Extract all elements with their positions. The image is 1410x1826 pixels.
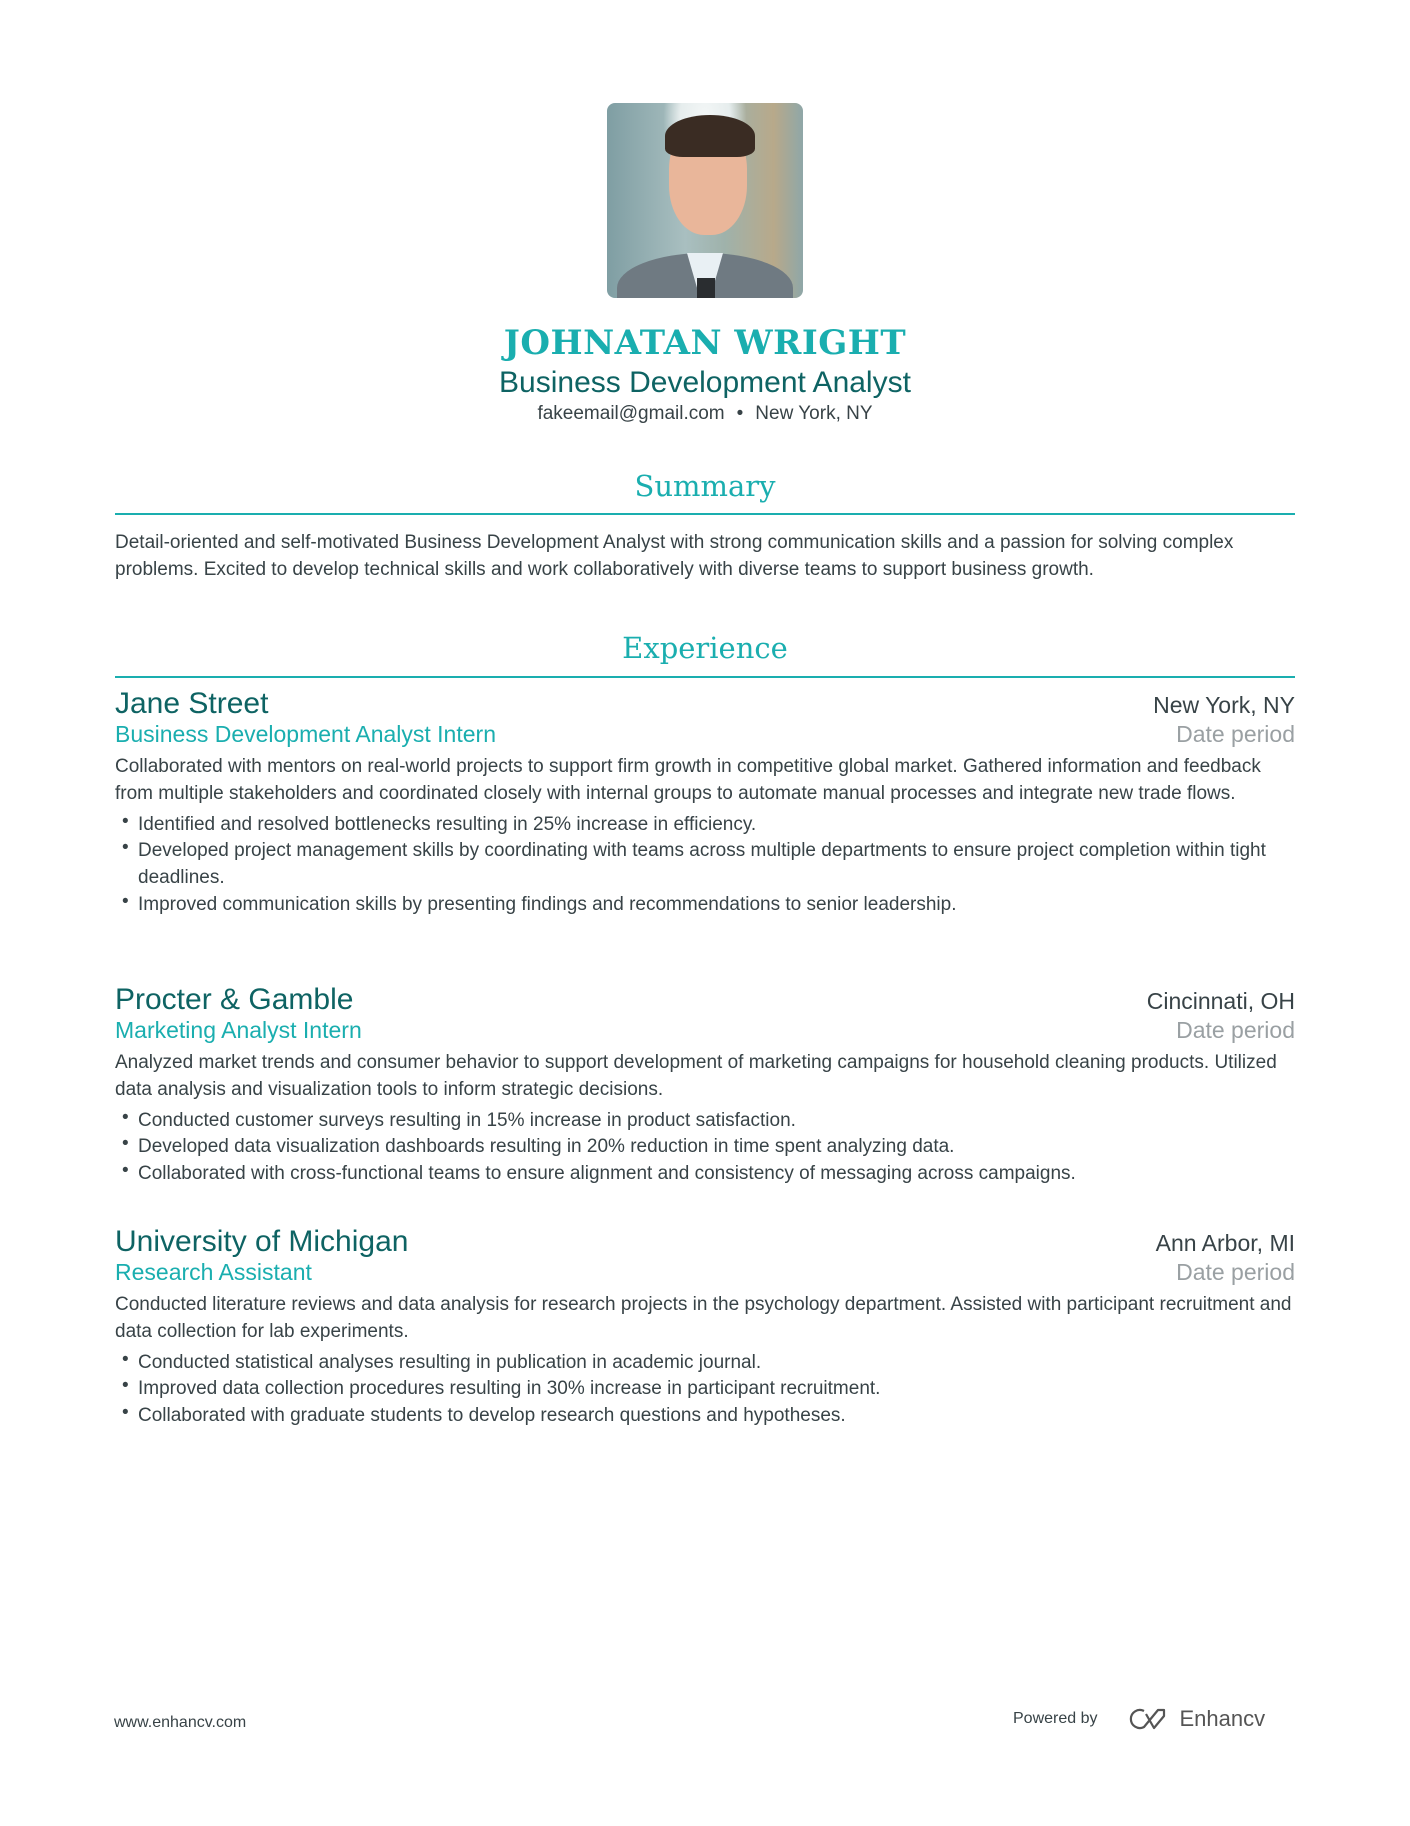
entry-description: Collaborated with mentors on real-world projects to support firm growth in competitive global market. Gathered information and feedback from multiple stakeholders and coordinated closely with internal groups to automate manual processes and integrate new trade flows. bbox=[115, 756, 1261, 804]
experience-entry bbox=[115, 1225, 1295, 1430]
entry-description: Conducted literature reviews and data analysis for research projects in the psychology department. Assisted with participant recruitment and data collection for lab experiments. bbox=[115, 1294, 1292, 1342]
company-name: University of Michigan bbox=[115, 1225, 409, 1258]
experience-heading: Experience bbox=[622, 631, 788, 665]
job-role: Marketing Analyst Intern bbox=[115, 1017, 362, 1043]
summary-divider bbox=[115, 513, 1295, 515]
summary-heading: Summary bbox=[634, 469, 776, 503]
experience-entry bbox=[115, 983, 1295, 1188]
profile-photo bbox=[607, 103, 803, 298]
email[interactable]: fakeemail@gmail.com bbox=[537, 403, 725, 424]
experience-entry bbox=[115, 687, 1295, 919]
enhancv-logo-icon bbox=[1124, 1706, 1170, 1732]
job-role: Business Development Analyst Intern bbox=[115, 721, 496, 747]
date-period: Date period bbox=[1176, 721, 1295, 747]
company-name: Procter & Gamble bbox=[115, 983, 354, 1016]
list-item: • Improved data collection procedures resulting in 30% increase in participant recruitment. bbox=[122, 1375, 881, 1400]
entry-location: Cincinnati, OH bbox=[1146, 988, 1295, 1014]
powered-by bbox=[1013, 1706, 1265, 1732]
achievement-list bbox=[115, 1108, 1295, 1188]
list-item: • Conducted customer surveys resulting in 15% increase in product satisfaction. bbox=[122, 1106, 796, 1131]
list-item: • Improved communication skills by presenting findings and recommendations to senior leadership. bbox=[122, 890, 957, 915]
company-name: Jane Street bbox=[115, 687, 269, 720]
job-role: Research Assistant bbox=[115, 1259, 312, 1285]
list-item: • Conducted statistical analyses resulting in publication in academic journal. bbox=[122, 1348, 762, 1373]
enhancv-logo[interactable] bbox=[1124, 1706, 1266, 1732]
entry-location: Ann Arbor, MI bbox=[1155, 1230, 1295, 1256]
entry-description: Analyzed market trends and consumer behavior to support development of marketing campaigns for household cleaning products. Utilized data analysis and visualization tools to inform strategic decisions. bbox=[115, 1052, 1277, 1100]
date-period: Date period bbox=[1176, 1017, 1295, 1043]
achievement-list bbox=[115, 812, 1295, 919]
summary-text: Detail-oriented and self-motivated Business Development Analyst with strong communication skills and a passion for solving complex problems. Excited to develop technical skills and work collaboratively with diverse teams to support business growth. bbox=[115, 532, 1234, 580]
candidate-title: Business Development Analyst bbox=[499, 366, 911, 399]
date-period: Date period bbox=[1176, 1259, 1295, 1285]
experience-divider bbox=[115, 676, 1295, 678]
brand-name: Enhancv bbox=[1179, 1706, 1266, 1731]
list-item: • Identified and resolved bottlenecks resulting in 25% increase in efficiency. bbox=[122, 810, 757, 835]
achievement-list bbox=[115, 1350, 1295, 1430]
list-item: • Collaborated with cross-functional teams to ensure alignment and consistency of messaging across campaigns. bbox=[122, 1160, 1076, 1185]
entry-location: New York, NY bbox=[1153, 692, 1295, 718]
list-item: • Collaborated with graduate students to develop research questions and hypotheses. bbox=[122, 1402, 846, 1427]
contact-info bbox=[0, 403, 1410, 425]
separator: • bbox=[736, 403, 744, 424]
location: New York, NY bbox=[755, 403, 873, 424]
website-link[interactable]: www.enhancv.com bbox=[114, 1714, 247, 1731]
list-item: • Developed data visualization dashboards resulting in 20% reduction in time spent analyzing data. bbox=[122, 1133, 955, 1158]
list-item: • Developed project management skills by coordinating with teams across multiple departments to ensure project completion within tight deadlines. bbox=[122, 837, 1266, 889]
powered-by-label: Powered by bbox=[1013, 1710, 1098, 1727]
candidate-name: JOHNATAN WRIGHT bbox=[503, 323, 907, 363]
